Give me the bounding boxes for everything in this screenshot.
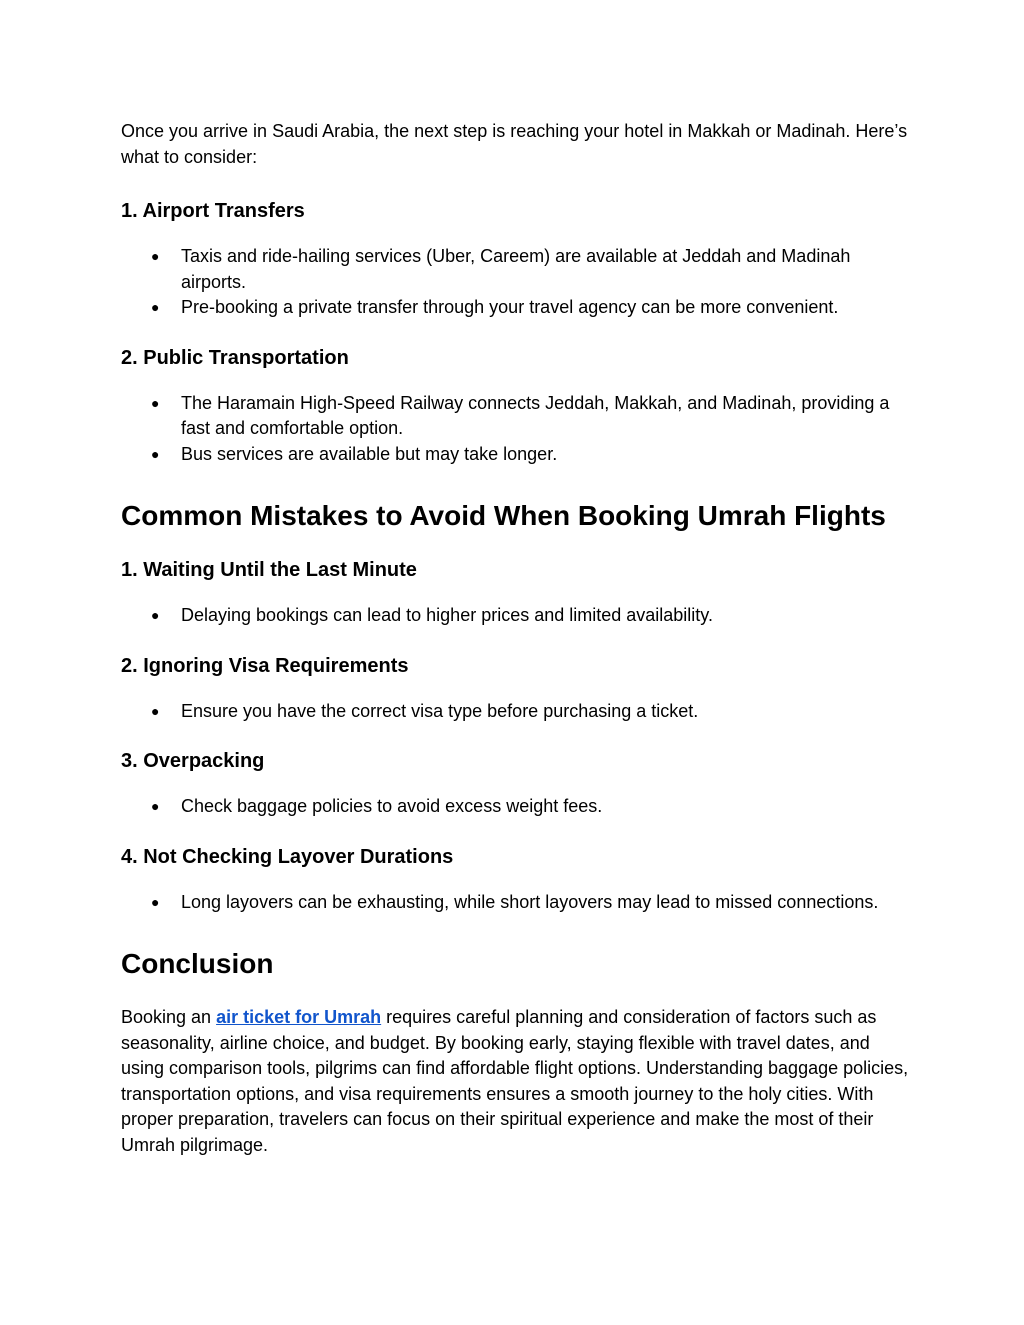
list-waiting-last-minute (121, 603, 911, 629)
list-item: ● Ensure you have the correct visa type before purchasing a ticket. (121, 699, 911, 725)
list-item: ● Check baggage policies to avoid excess weight fees. (121, 794, 911, 820)
list-item: ● Delaying bookings can lead to higher prices and limited availability. (121, 603, 911, 629)
document-page (121, 119, 911, 1158)
bullet-icon: ● (151, 702, 160, 719)
list-item: ● Pre-booking a private transfer through your travel agency can be more convenient. (121, 295, 911, 321)
heading-airport-transfers: 1. Airport Transfers (121, 200, 305, 222)
list-overpacking (121, 794, 911, 820)
heading-ignoring-visa: 2. Ignoring Visa Requirements (121, 654, 409, 677)
bullet-icon: ● (151, 893, 160, 910)
bullet-icon: ● (151, 607, 160, 623)
list-item: ● Bus services are available but may take longer. (121, 442, 911, 468)
bullet-icon: ● (151, 248, 160, 264)
heading-conclusion: Conclusion (121, 948, 274, 979)
heading-waiting-last-minute: 1. Waiting Until the Last Minute (121, 559, 417, 581)
bullet-icon: ● (151, 445, 160, 462)
conclusion-paragraph: Booking an air ticket for Umrah requires careful planning and consideration of factors such as seasonality, airline choice, and budget. By booking early, staying flexible with travel dates, and using comparison tools, pilgrims can find affordable flight options. Understanding baggage policies, transportation options, and visa requirements ensures a smooth journey to the holy cities. With proper preparation, travelers can focus on their spiritual experience and make the most of their Umrah pilgrimage. (121, 1007, 909, 1155)
list-item: ● The Haramain High-Speed Railway connects Jeddah, Makkah, and Madinah, providing a fast and comfortable option. (151, 392, 890, 438)
list-public-transportation (121, 391, 911, 468)
list-airport-transfers (121, 244, 911, 321)
intro-paragraph: Once you arrive in Saudi Arabia, the next step is reaching your hotel in Makkah or Madinah. Here’s what to consider: (121, 121, 908, 167)
bullet-icon: ● (151, 798, 160, 814)
list-item: ● Long layovers can be exhausting, while short layovers may lead to missed connections. (121, 890, 911, 916)
bullet-icon: ● (151, 394, 160, 411)
bullet-icon: ● (151, 299, 160, 315)
heading-overpacking: 3. Overpacking (121, 750, 265, 772)
list-item: ● Taxis and ride-hailing services (Uber, Careem) are available at Jeddah and Madinah airports. (151, 246, 851, 292)
heading-common-mistakes: Common Mistakes to Avoid When Booking Umrah Flights (121, 500, 886, 531)
air-ticket-umrah-link[interactable]: air ticket for Umrah (216, 1007, 382, 1027)
list-ignoring-visa (121, 699, 911, 725)
heading-layover-durations: 4. Not Checking Layover Durations (121, 845, 454, 868)
list-layover-durations (121, 890, 911, 916)
heading-public-transportation: 2. Public Transportation (121, 346, 349, 369)
